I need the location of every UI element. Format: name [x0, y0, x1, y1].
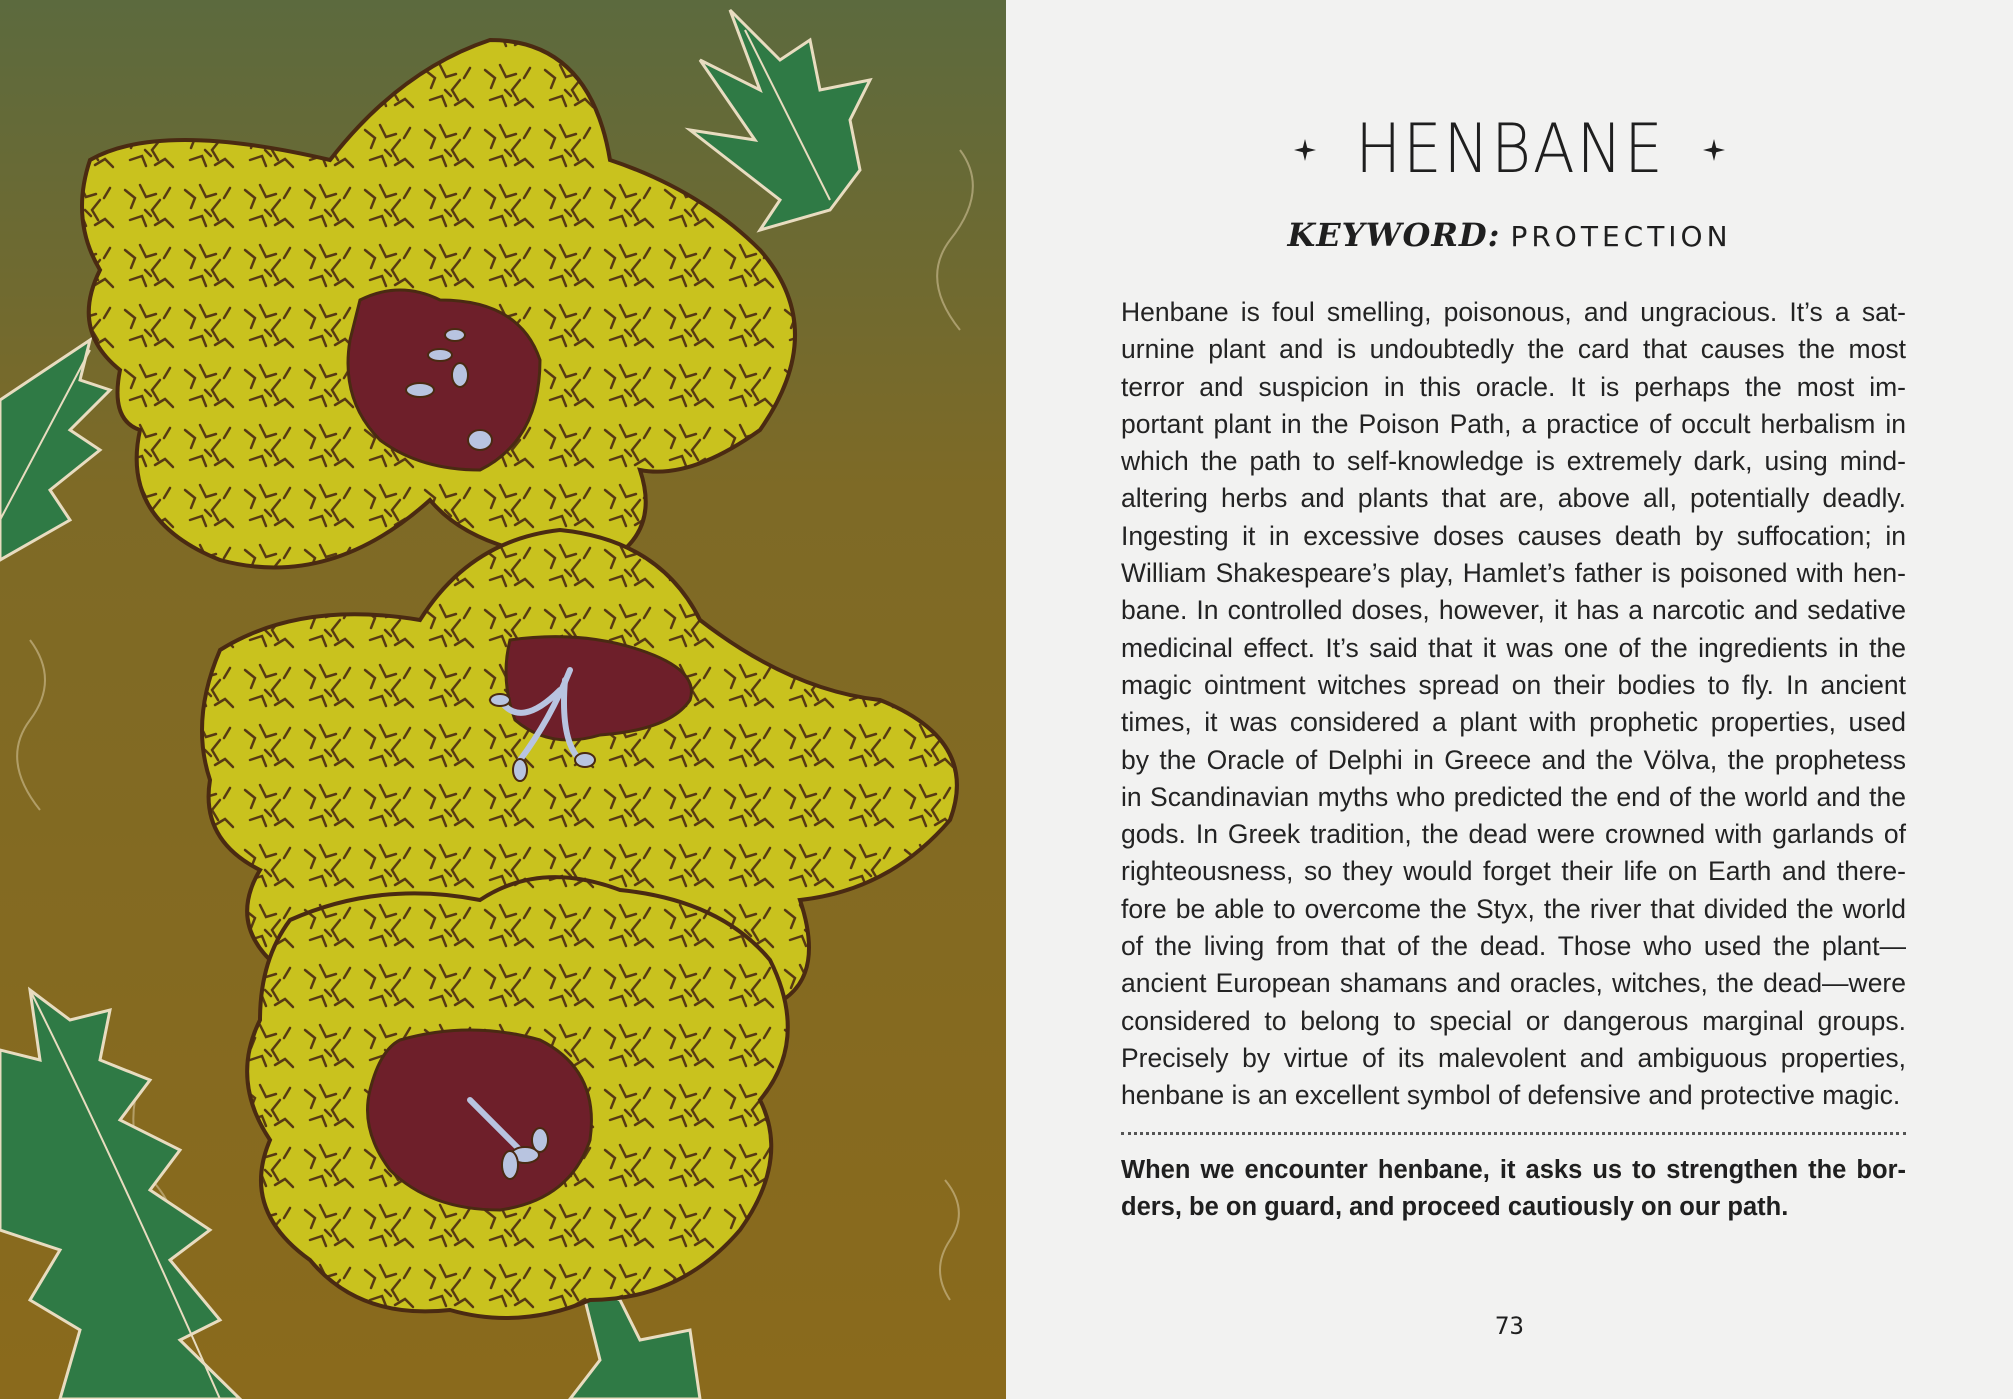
star-ornament-icon — [1294, 139, 1316, 161]
body-line: henbane is an excellent symbol of defensive and protective magic. — [1121, 1080, 1901, 1111]
body-line: considered to belong to special or dangerous marginal groups. — [1121, 1005, 1906, 1036]
summary-paragraph — [1121, 1152, 1906, 1226]
illustration-canvas — [0, 0, 1006, 1399]
keyword-label: KEYWORD: — [1287, 216, 1501, 254]
star-ornament-icon — [1703, 139, 1725, 161]
body-line: by the Oracle of Delphi in Greece and the Völva, the prophetess — [1121, 744, 1906, 775]
summary-line: ders, be on guard, and proceed cautiously on our path. — [1121, 1193, 1789, 1221]
body-line: ancient European shamans and oracles, witches, the dead—were — [1121, 968, 1906, 999]
body-line: times, it was considered a plant with prophetic properties, used — [1121, 707, 1906, 738]
body-paragraph — [1121, 294, 1906, 1115]
page-title-row — [1006, 110, 2013, 189]
body-line: Precisely by virtue of its malevolent and ambiguous properties, — [1121, 1042, 1906, 1073]
dotted-divider — [1121, 1132, 1906, 1135]
body-line: Ingesting it in excessive doses causes death by suffocation; in — [1121, 520, 1906, 551]
text-page — [1006, 0, 2013, 1399]
body-line: in Scandinavian myths who predicted the end of the world and the — [1121, 781, 1906, 812]
body-line: gods. In Greek tradition, the dead were crowned with garlands of — [1121, 819, 1906, 850]
body-line: portant plant in the Poison Path, a practice of occult herbalism in — [1121, 408, 1906, 439]
body-line: terror and suspicion in this oracle. It is perhaps the most im- — [1121, 371, 1906, 402]
page-title: HENBANE — [1354, 110, 1665, 189]
body-line: bane. In controlled doses, however, it has a narcotic and sedative — [1121, 595, 1906, 626]
body-line: William Shakespeare’s play, Hamlet’s father is poisoned with hen- — [1121, 558, 1906, 589]
body-line: Henbane is foul smelling, poisonous, and ungracious. It’s a sat- — [1121, 297, 1906, 327]
page-number: 73 — [1495, 1312, 1524, 1340]
keyword-value: PROTECTION — [1510, 220, 1732, 253]
body-line: medicinal effect. It’s said that it was one of the ingredients in the — [1121, 632, 1906, 663]
body-line: of the living from that of the dead. Those who used the plant— — [1121, 931, 1906, 962]
summary-line: When we encounter henbane, it asks us to strengthen the bor- — [1121, 1156, 1906, 1184]
body-line: righteousness, so they would forget their life on Earth and there- — [1121, 856, 1906, 887]
body-line: magic ointment witches spread on their bodies to fly. In ancient — [1121, 669, 1906, 700]
body-line: fore be able to overcome the Styx, the river that divided the world — [1121, 893, 1906, 924]
body-line: which the path to self-knowledge is extremely dark, using mind- — [1121, 446, 1906, 477]
henbane-illustration — [0, 0, 1006, 1399]
body-line: urnine plant and is undoubtedly the card that causes the most — [1121, 334, 1906, 365]
keyword-row — [1006, 216, 2013, 254]
body-line: altering herbs and plants that are, above all, potentially deadly. — [1121, 483, 1906, 514]
flower-bottom — [247, 877, 788, 1318]
